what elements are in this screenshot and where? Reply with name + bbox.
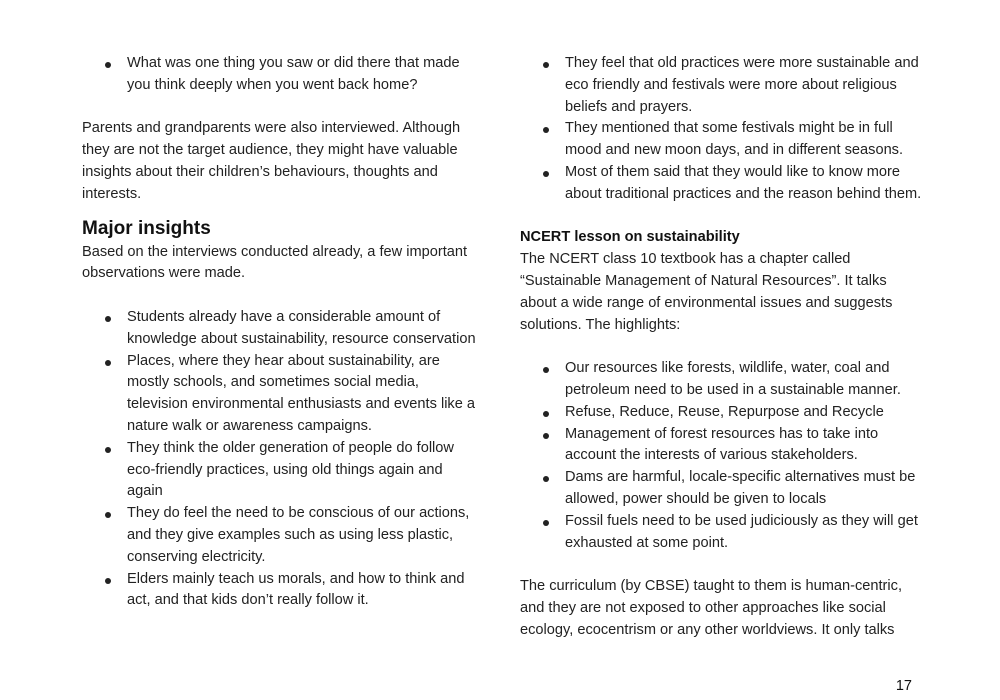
- list-item: They mentioned that some festivals might be in full mood and new moon days, and in different seasons.: [520, 118, 925, 162]
- list-item: Students already have a considerable amount of knowledge about sustainability, resource conservation: [82, 307, 482, 351]
- bullet-icon: [105, 62, 111, 68]
- insights-list: [82, 307, 482, 612]
- right-column: [520, 53, 925, 642]
- bullet-icon: [543, 411, 549, 417]
- list-item: They think the older generation of people do follow eco-friendly practices, using old things again and again: [82, 438, 482, 503]
- bullet-icon: [105, 360, 111, 366]
- list-item: Dams are harmful, locale-specific alternatives must be allowed, power should be given to locals: [520, 467, 925, 511]
- page-number: 17: [895, 678, 912, 694]
- highlights-list: [520, 358, 925, 554]
- list-item: Our resources like forests, wildlife, water, coal and petroleum need to be used in a sustainable manner.: [520, 358, 925, 402]
- section-heading: Major insights: [82, 217, 211, 239]
- list-item: Places, where they hear about sustainability, are mostly schools, and sometimes social media, television environmental enthusiasts and events like a nature walk or awareness campaigns.: [82, 351, 482, 438]
- list-item: They do feel the need to be conscious of our actions, and they give examples such as using less plastic, conserving electricity.: [82, 503, 482, 568]
- insights-intro: Based on the interviews conducted already, a few important observations were made.: [82, 243, 468, 282]
- bullet-icon: [543, 367, 549, 373]
- bullet-icon: [543, 62, 549, 68]
- intro-paragraph: Parents and grandparents were also interviewed. Although they are not the target audience, they might have valuable insights about their children’s behaviours, thoughts and interests.: [82, 120, 461, 202]
- list-item: Fossil fuels need to be used judiciously as they will get exhausted at some point.: [520, 511, 925, 555]
- list-item: What was one thing you saw or did there that made you think deeply when you went back home?: [82, 53, 482, 97]
- list-item: Refuse, Reduce, Reuse, Repurpose and Recycle: [520, 402, 925, 424]
- ncert-paragraph: The NCERT class 10 textbook has a chapter called “Sustainable Management of Natural Resources”. It talks about a wide range of environmental issues and suggests solutions. The highlights:: [520, 251, 893, 333]
- bullet-icon: [543, 433, 549, 439]
- bullet-icon: [105, 447, 111, 453]
- bullet-icon: [105, 316, 111, 322]
- list-item: Management of forest resources has to take into account the interests of various stakeholders.: [520, 424, 925, 468]
- bullet-icon: [105, 512, 111, 518]
- bullet-icon: [543, 476, 549, 482]
- left-column: [82, 53, 482, 612]
- closing-paragraph: The curriculum (by CBSE) taught to them is human-centric, and they are not exposed to other approaches like social ecology, ecocentrism or any other worldviews. It only talks: [520, 578, 903, 638]
- bullet-icon: [543, 171, 549, 177]
- list-item: Most of them said that they would like to know more about traditional practices and the reason behind them.: [520, 162, 925, 206]
- continued-insights-list: [520, 53, 925, 206]
- bullet-icon: [105, 578, 111, 584]
- list-item: Elders mainly teach us morals, and how to think and act, and that kids don’t really follow it.: [82, 569, 482, 613]
- list-item: They feel that old practices were more sustainable and eco friendly and festivals were more about religious beliefs and prayers.: [520, 53, 925, 118]
- bullet-icon: [543, 127, 549, 133]
- bullet-icon: [543, 520, 549, 526]
- subheading: NCERT lesson on sustainability: [520, 229, 740, 246]
- question-list: [82, 53, 482, 97]
